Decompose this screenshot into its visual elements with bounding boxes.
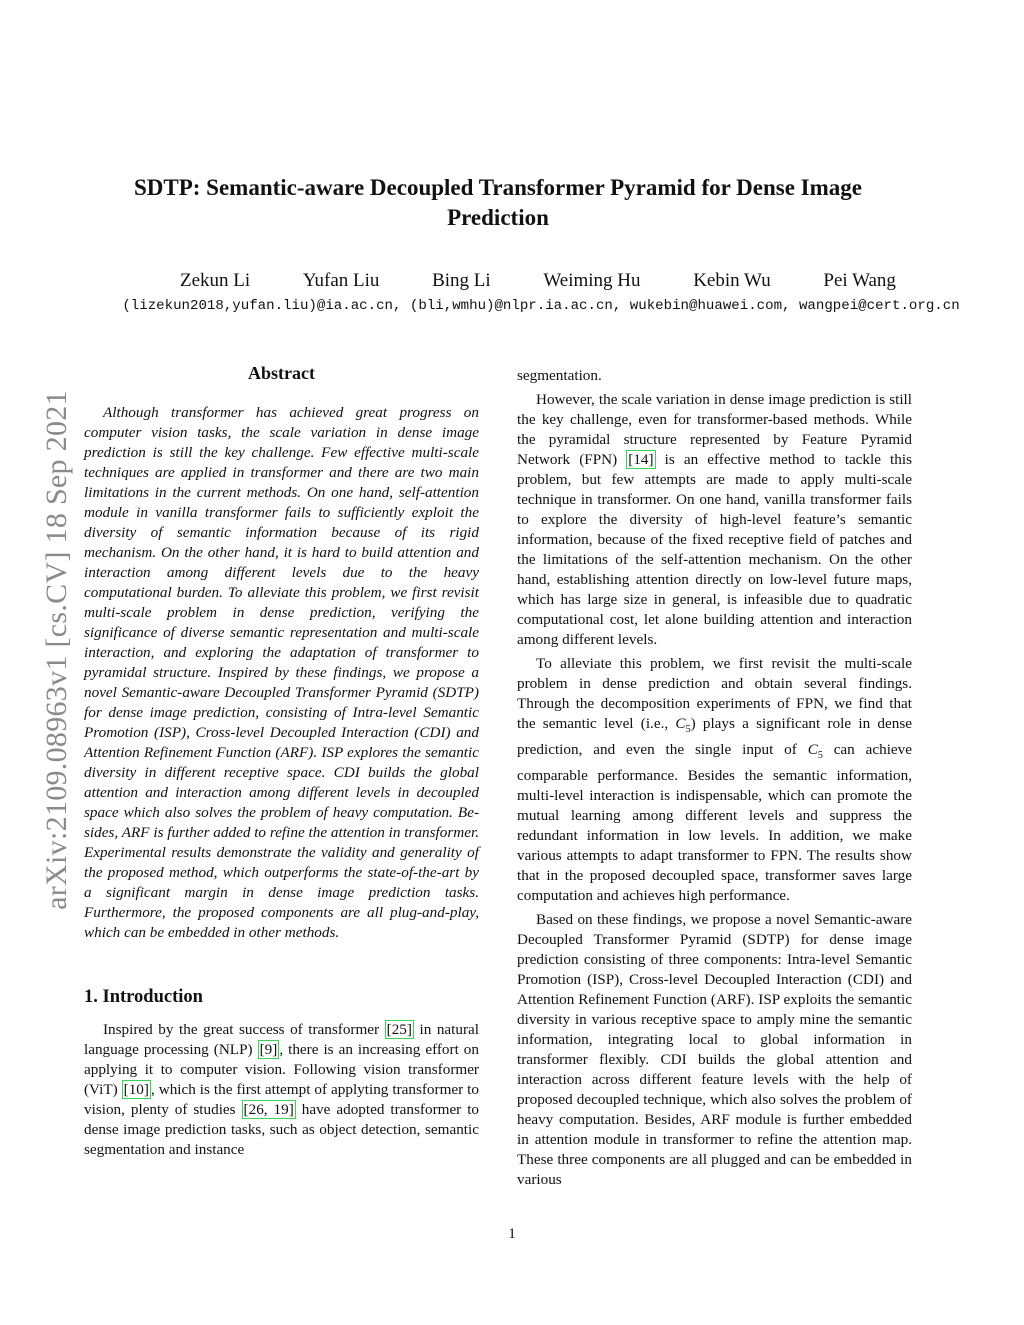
left-column	[84, 362, 479, 1164]
author-name: Zekun Li	[180, 270, 251, 291]
math-symbol: $C_5$	[807, 741, 823, 762]
author-name: Yufan Liu	[302, 270, 380, 291]
author-name: Weiming Hu	[543, 270, 641, 291]
introduction-paragraph: Inspired by the great success of transformer [25] in natural language processing (NLP) [9] , there is an increasing effort on applying it to computer vision. Following vision transformer (ViT) [10] , which is the first attempt of applyting transformer to vision, plenty of studies [26, 19] have adopted transformer to dense image prediction tasks, such as object detection, semantic segmentation and instance	[84, 1021, 480, 1158]
citation-link[interactable]: [26, 19]	[243, 1101, 294, 1118]
page-number: 1	[508, 1226, 516, 1242]
abstract-body: Although transformer has achieved great progress on computer vision tasks, the scale variation in dense image prediction is still the key challenge. Few effective multi-scale techniques are applied in transformer and there are two main limitations in the current methods. On one hand, self-attention module in vanilla transformer fails to sufficiently exploit the diversity of semantic information because of its rigid mechanism. On the other hand, it is hard to build attention and interaction among different levels due to the heavy computational burden. To alleviate this problem, we first revisit multi-scale problem in dense prediction, verifying the significance of diverse semantic representation and multi-scale interaction, and exploring the adaptation of transformer to pyramidal structure. Inspired by these findings, we propose a novel Semantic-aware Decoupled Transformer Pyramid (SDTP) for dense image prediction, consisting of Intra-level Semantic Promotion (ISP), Cross-level Decoupled Interaction (CDI) and Attention Refinement Function (ARF). ISP explores the semantic diversity in different receptive space. CDI builds the global attention and interaction among different levels in decoupled space which also solves the problem of heavy computation. Besides, ARF is further added to refine the attention in transformer. Experimental results demonstrate the validity and generality of the proposed method, which outperforms the state-of-the-art by a significant margin in dense image prediction tasks. Furthermore, the proposed components are all plug-and-play, which can be embedded in other methods.	[84, 404, 479, 941]
citation-link[interactable]: [10]	[123, 1081, 149, 1098]
math-symbol: $C_5$	[675, 715, 691, 736]
paragraph-continuation: segmentation.	[517, 367, 602, 384]
abstract-heading: Abstract	[248, 363, 315, 383]
introduction-paragraph: To alleviate this problem, we first revisit the multi-scale problem in dense prediction and obtain several findings. Through the decomposition experiments of FPN, we find that the semantic level (i.e., $C_5$) plays a significant role in dense prediction, and even the single input of $C_5$ can achieve comparable performance. Besides the semantic information, multi-level interaction is indispensable, which can promote the mutual learning among different levels and suppress the redundant information in low levels. In addition, we make various attempts to adapt transformer to FPN. The results show that in the proposed decoupled space, transformer saves large computation and achieves high performance.	[517, 655, 912, 905]
author-name: Pei Wang	[823, 270, 896, 291]
right-column	[517, 366, 912, 1194]
introduction-paragraph: However, the scale variation in dense image prediction is still the key challenge, even for transformer-based methods. While the pyramidal structure represented by Feature Pyramid Network (FPN) [14] is an effective method to tackle this problem, but few attempts are made to apply multi-scale technique in transformer. On one hand, vanilla transformer fails to explore the diversity of high-level feature’s semantic information, because of the fixed receptive field of patches and the limitations of the self-attention mechanism. On the other hand, establishing attention directly on low-level future maps, which has large size in general, is infeasible due to quadratic computational cost, let alone building attention and interaction among different levels.	[517, 391, 912, 648]
arxiv-identifier-stamp: arXiv:2109.08963v1 [cs.CV] 18 Sep 2021	[40, 390, 73, 910]
introduction-paragraph: Based on these findings, we propose a novel Semantic-aware Decoupled Transformer Pyramid (SDTP) for dense image prediction consisting of three components: Intra-level Semantic Promotion (ISP), Cross-level Decoupled Interaction (CDI) and Attention Refinement Function (ARF). ISP exploits the semantic diversity in various receptive space to amply mine the semantic information, integrating local to global information in transformer flexibly. CDI builds the global attention and interaction across different feature levels with the help of proposed decoupled technique, which also solves the problem of heavy computation. Besides, ARF module is further embedded in attention module in transformer to refine the attention map. These three components are all plugged and can be embedded in various	[517, 911, 912, 1189]
author-list	[180, 270, 896, 292]
author-name: Kebin Wu	[693, 270, 771, 291]
paper-title: SDTP: Semantic-aware Decoupled Transformer Pyramid for Dense Image Prediction	[133, 175, 862, 230]
introduction-heading: 1. Introduction	[84, 987, 203, 1007]
citation-link[interactable]: [14]	[628, 451, 654, 468]
citation-link[interactable]: [25]	[386, 1021, 412, 1038]
author-emails: (lizekun2018,yufan.liu)@ia.ac.cn, (bli,wmhu)@nlpr.ia.ac.cn, wukebin@huawei.com, wangpei@cert.org.cn	[122, 298, 960, 314]
author-name: Bing Li	[432, 270, 491, 291]
citation-link[interactable]: [9]	[259, 1041, 278, 1058]
